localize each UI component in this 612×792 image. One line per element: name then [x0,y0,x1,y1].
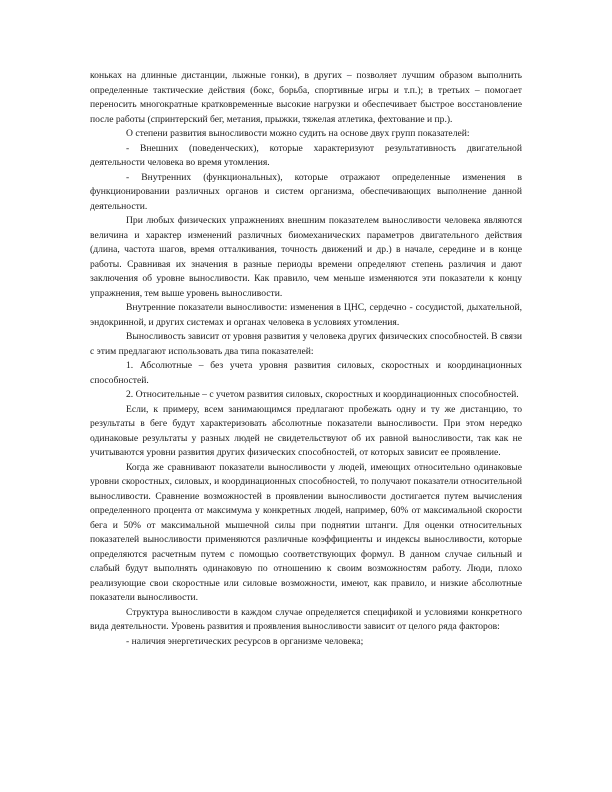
paragraph-10: Если, к примеру, всем занимающимся предлагают пробежать одну и ту же дистанцию, то результаты в беге будут характеризовать абсолютные показатели выносливости. При этом нередко одинаковые результаты у разных людей не свидетельствуют об их равной выносливости, так как не учитываются уровни развития других физических способностей, от которых зависит ее проявление. [90,403,522,458]
paragraph-11: Когда же сравнивают показатели выносливости у людей, имеющих относительно одинаковые уровни скоростных, силовых, и координационных способностей, то получают показатели относительной выносливости. Сравнение возможностей в проявлении выносливости достигается путем вычисления определенного процента от максимума у конкретных людей, например, 60% от максимальной скорости бега и 50% от максимальной мышечной силы при поднятии штанги. Для оценки относительных показателей выносливости применяются различные коэффициенты и индексы выносливости, которые определяются расчетным путем с помощью соответствующих формул. В данном случае сильный и слабый будут выполнять одинаковую по отношению к своим возможностям работу. Люди, плохо реализующие свои скоростные или силовые возможности, имеют, как правило, и низкие абсолютные показатели выносливости. [90,461,522,603]
paragraph-8: 1. Абсолютные – без учета уровня развития силовых, скоростных и координационных способностей. [90,360,522,386]
document-page [90,69,522,649]
paragraph-12: Структура выносливости в каждом случае определяется спецификой и условиями конкретного вида деятельности. Уровень развития и проявления выносливости зависит от целого ряда факторов: [90,606,522,632]
paragraph-9: 2. Относительные – с учетом развития силовых, скоростных и координационных способностей. [126,389,519,400]
paragraph-3: - Внешних (поведенческих), которые характеризуют результативность двигательной деятельности человека во время утомления. [90,142,522,168]
paragraph-5: При любых физических упражнениях внешним показателем выносливости человека являются величина и характер изменений различных биомеханических параметров двигательного действия (длина, частота шагов, время отталкивания, точность движений и др.) в начале, середине и в конце работы. Сравнивая их значения в разные периоды времени определяют степень различия и дают заключения об уровне выносливости. Как правило, чем меньше изменяются эти показатели к концу упражнения, тем выше уровень выносливости. [90,215,522,299]
paragraph-6: Внутренние показатели выносливости: изменения в ЦНС, сердечно - сосудистой, дыхательной, эндокринной, и других системах и органах человека в условиях утомления. [90,302,522,328]
paragraph-4: - Внутренних (функциональных), которые отражают определенные изменения в функционировании различных органов и систем организма, обеспечивающих выполнение данной деятельности. [90,171,522,212]
paragraph-13: - наличия энергетических ресурсов в организме человека; [126,635,364,647]
paragraph-1: коньках на длинные дистанции, лыжные гонки), в других – позволяет лучшим образом выполнить определенные тактические действия (бокс, борьба, спортивные игры и т.п.); в третьих – помогает переносить многократные кратковременные высокие нагрузки и обеспечивает быстрое восстановление после работы (спринтерский бег, метания, прыжки, тяжелая атлетика, фехтование и пр.). [90,70,522,125]
paragraph-7: Выносливость зависит от уровня развития у человека других физических способностей. В связи с этим предлагают использовать два типа показателей: [90,331,522,357]
paragraph-2: О степени развития выносливости можно судить на основе двух групп показателей: [126,128,470,139]
